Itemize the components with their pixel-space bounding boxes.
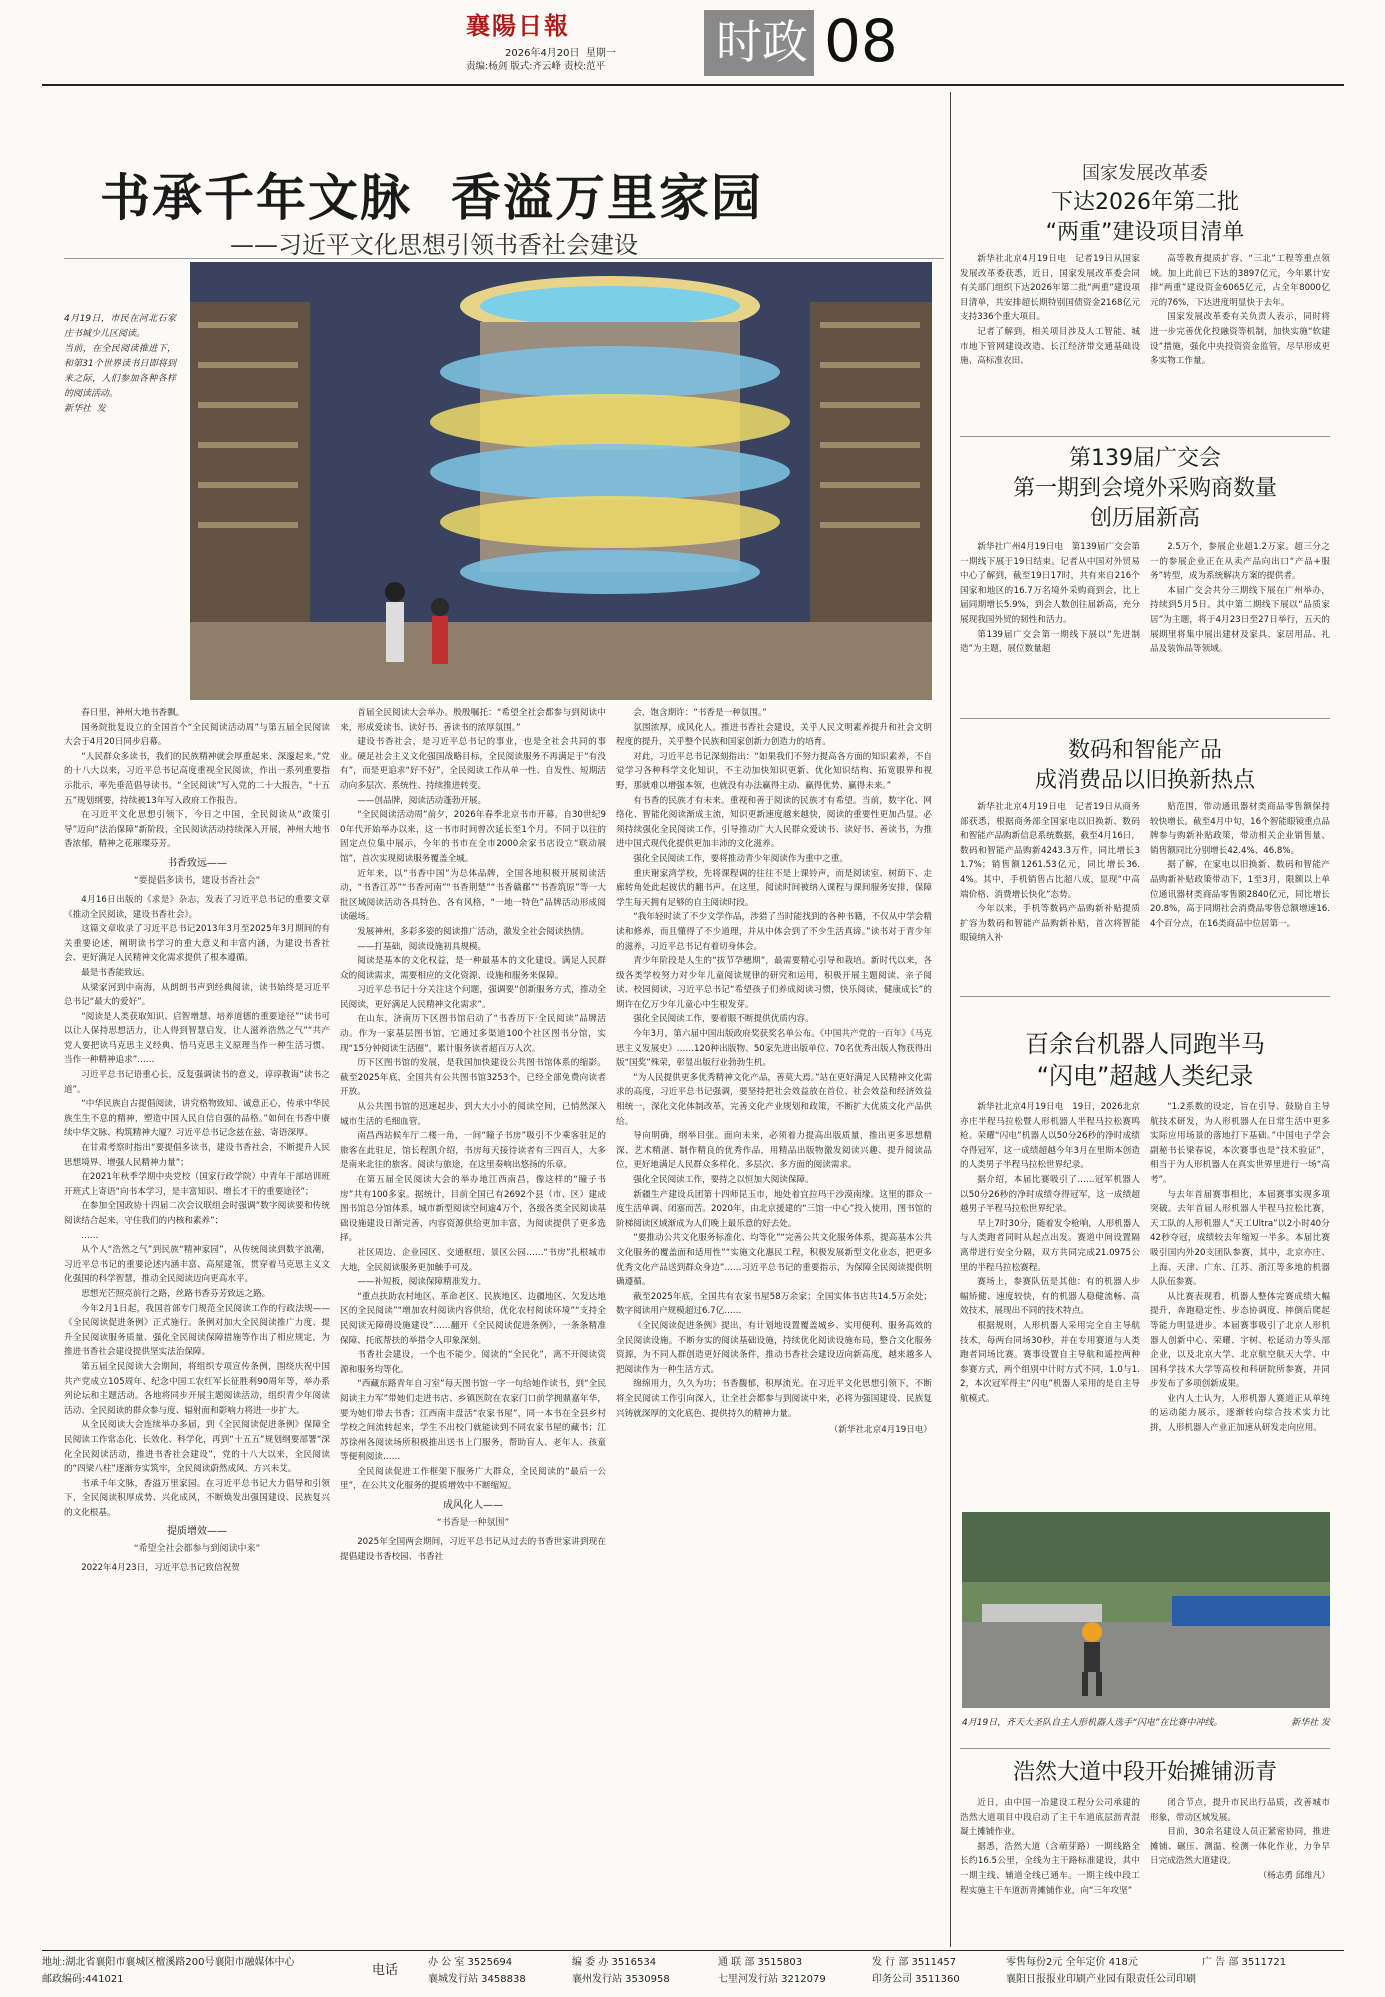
paragraph: …… [81,1230,99,1241]
paragraph: “我年轻时读了不少文学作品，涉猎了当时能找到的各种书籍，不仅从中学会精读和修养，而且懂得了不少道理，并从中体会到了不少生活真谛。”读书对于青少年的滋养，习近平总书记有着切身体会。 [616,912,932,952]
photo-caption: 4月19日，市民在河北石家庄书城少儿区阅读。 当前，在全民阅读推进下，和第31个世界读书日即将到来之际，人们参加各种各样的阅读活动。 新华社 发 [64,314,176,414]
paragraph: “为人民提供更多优秀精神文化产品，善莫大焉。”站在更好满足人民精神文化需求的高度，习近平总书记强调，要坚持把社会效益放在首位、社会效益和经济效益相统一，深化文化体制改革，完善文化产业规划和政策，不断扩大优质文化产品供给。 [616,1072,932,1127]
paragraph: 思想光芒照亮前行之路，丝路书香芬芳致远之路。 [81,1288,271,1299]
a3-column-a [960,800,1140,980]
paragraph: 社区周边、企业园区、交通枢纽、景区公园……“书房”扎根城市大地，全民阅读服务更加触手可及。 [340,1247,606,1273]
robot-race-illustration [962,1512,1330,1708]
a3-para-3: 贴范围，带动通讯器材类商品零售额保持较快增长。截至4月中旬，16个智能眼镜重点品牌参与购新补贴政策，带动相关企业销售量、销售额同比分别增长42.4%、46.8%。 [1150,802,1330,856]
a2-title-1: 第139届广交会 [1069,446,1221,471]
paragraph: 建设书香社会，是习近平总书记的事业，也是全社会共同的事业。硬足社会主义文化强国战略目标，全民阅读服务不再满足于“有没有”，而是更追求“好不好”，全民阅读工作从单一性、自发性、短期活动向多层次、系统性、持续推进转变。 [340,737,606,791]
issue-date [505,44,680,59]
a4-para-9: 业内人士认为，人形机器人赛道正从单纯的运动能力展示，逐渐转向综合技术实力比拼，人形机器人产业正加速从研发走向应用。 [1150,1393,1330,1434]
a1-para-2: 记者了解到，相关项目涉及人工智能、城市地下管网建设改造、长江经济带交通基础设施、高标准农田、 [960,326,1140,367]
footer-c6a: 广 告 部 3511721 [1202,1957,1287,1968]
bookstore-photo [190,262,932,700]
paragraph: 强化全民阅读工作，要着眼不断提供优质内容。 [633,1014,814,1025]
paragraph: 国务院批复设立的全国首个“全民阅读活动周”与第五届全民阅读大会于4月20日同步启幕。 [64,722,330,748]
paragraph: 阅读是基本的文化权益，是一种最基本的文化建设。满足人民群众的阅读需求，需要相应的文化资源、设施和服务来保障。 [340,956,606,981]
paragraph: 4月16日出版的《求是》杂志，发表了习近平总书记的重要文章《推动全民阅读，建设书香社会》。 [64,894,330,920]
paragraph: ——补短板，阅读保障精准发力。 [357,1277,487,1288]
a1-para-1: 新华社北京4月19日电 记者19日从国家发展改革委获悉，近日，国家发展改革委会同有关部门组织下达2026年第二批“两重”建设项目清单，共安排超长期特别国债资金2168亿元支持336个重大项目。 [960,254,1140,323]
a5-column-b [1150,1796,1330,1944]
footer-address: 地址:湖北省襄阳市襄城区檀溪路200号襄阳市融媒体中心 [42,1957,295,1968]
a1-column-a [960,252,1140,402]
paragraph: 在2021年秋季学期中央党校（国家行政学院）中青年干部培训班开班式上寄语“向书本学习，是丰富知识、增长才干的重要途径”； [64,1172,330,1197]
robot-race-photo [962,1512,1330,1708]
a4-para-7: 与去年首届赛事相比，本届赛事实现多项突破。去年首届人形机器人半程马拉松比赛，天工队的人形机器人“天工Ultra”以2小时40分42秒夺冠，成绩较去年缩短一半多。本届比赛吸引国内外20支团队参赛，其中，北京亦庄、上海、天津、广东、江苏、浙江等多地的机器人队伍参赛。 [1150,1189,1330,1288]
a1-para-4: 国家发展改革委有关负责人表示，同时将进一步完善优化投融资等机制，加快实施“软建设”措施，强化中央投资资金监管，尽早形成更多实物工作量。 [1150,312,1330,367]
lead-subheadline: ——习近平文化思想引领书香社会建设 [230,231,638,259]
a4-para-1: 新华社北京4月19日电 19日，2026北京亦庄半程马拉松暨人形机器人半程马拉松赛鸣枪。荣耀“闪电”机器人以50分26秒的净时成绩夺得冠军，这一成绩超越今年3月在里斯本创造的人类男子半程马拉松世界纪录。 [960,1102,1140,1171]
lead-column-1 [64,706,330,1938]
paragraph: “阅读是人类获取知识、启智增慧、培养道德的重要途径”“读书可以让人保持思想活力，让人得到智慧启发，让人滋养浩然之气”“共产党人要把读马克思主义经典、悟马克思主义原理当作一种生活习惯、当作一种精神追求”…… [64,1011,330,1066]
weekday-text: 星期一 [585,48,616,59]
paragraph: 春日里，神州大地书香飘。 [81,708,185,718]
a1-kicker: 国家发展改革委 [1082,163,1208,184]
paragraph: 青少年阶段是人生的“拔节孕穗期”，最需要精心引导和栽培。新时代以来，各级各类学校努力对少年儿童阅读规律的研究和运用，积极开展主题阅读、亲子阅读、校园阅读，习近平总书记“希望孩子们养成阅读习惯，快乐阅读，健康成长”的期许在亿万少年儿童心中生根发芽。 [616,956,932,1010]
a1-column-b [1150,252,1330,402]
paragraph: 从全民阅读大会连续举办多届，到《全民阅读促进条例》保障全民阅读工作常态化、长效化、科学化，再到“十五五”规划纲要部署“深化全民阅读活动，推进书香社会建设”，党的十八大以来，全民阅读的“四梁八柱”逐渐夯实筑牢，全民阅读蔚然成风、方兴未艾。 [64,1420,330,1475]
paragraph: ——打基础，阅读设施初具规模。 [357,941,487,952]
a2-column-a [960,540,1140,688]
footer-phone-label: 电话 [372,1963,399,1978]
lead-column-3 [616,706,932,1938]
a2-para-3: 2.5万个，参展企业超1.2万家。超三分之一的参展企业正在从卖产品向出口“产品+服务”转型，成为系统解决方案的提供者。 [1150,542,1330,582]
a4-column-b [1150,1100,1330,1508]
footer-c2a: 编 委 办 3516534 [572,1957,657,1968]
paragraph: 近年来，以“书香中国”为总体品牌，全国各地积极开展阅读活动，“书香江苏”“书香河南”“书香荆楚”“书香赣鄱”“书香筑原”等一大批区域阅读活动各具特色、各有风格，“一地一特色”品牌活动形成阅读磁场。 [340,868,606,923]
paragraph: 第五届全民阅读大会期间，将组织专项宣传条例，围绕庆祝中国共产党成立105周年、纪念中国工农红军长征胜利90周年等，举办系列论坛和主题活动。各地将同步开展主题阅读活动，组织青少年阅读活动、全民阅读的群众参与度、辐射面和影响力将进一步扩大。 [64,1361,330,1416]
paragraph: 今年3月，第六届中国出版政府奖获奖名单公布。《中国共产党的一百年》《马克思主义发展史》……120种出版物、50家先进出版单位、70名优秀出版人物获得出版“国奖”殊荣，彰显出版行业勃勃生机。 [616,1029,932,1069]
paragraph: 在第五届全民阅读大会的举办地江西南昌，像这样的“瞳子书房”共有100多家。据统计，目前全国已有2692个县（市、区）建成图书馆总分馆体系，城市新型阅读空间逾4万个，各级各类全民阅读基础设施建设日渐完善，内容资源供给更加丰富，为阅读提供了更多选择。 [340,1175,606,1244]
paragraph: 绵绵用力，久久为功；书香馥郁，积厚流光。在习近平文化思想引领下，不断将全民阅读工作引向深入，让全社会都参与到阅读中来，必将为强国建设、民族复兴铸就深厚的文化底色、提供持久的精神力量。 [616,1379,932,1419]
a4-para-4: 赛场上，参赛队伍是其他：有的机器人步幅矫健、速度较快，有的机器人稳健流畅、高效技术，展现出不同的技术特点。 [960,1277,1140,1317]
dateline-end: （新华社北京4月19日电） [829,1425,932,1436]
a1-rule [960,436,1330,437]
footer-c5b: 襄阳日报报业印刷产业园有限责任公司印刷 [1006,1974,1196,1985]
a1-title-2: “两重”建设项目清单 [1045,220,1245,245]
a4-title-2: “闪电”超越人类纪录 [1036,1062,1254,1090]
robot-photo-caption [962,1716,1330,1730]
footer-postcode: 邮政编码:441021 [42,1974,124,1985]
a2-para-2: 第139届广交会第一期线下展以“先进制造”为主题，展位数量超 [960,629,1140,655]
newspaper-logo: 襄陽日報 [466,11,570,40]
a3-title-1: 数码和智能产品 [1067,738,1222,763]
paragraph: 在甘肃考察时指出“要提倡多读书，建设书香社会，不断提升人民思想境界、增强人民精神力量”； [64,1143,330,1168]
a4-title-1: 百余台机器人同跑半马 [1025,1030,1265,1058]
paragraph: 首届全民阅读大会举办。殷殷嘱托：“希望全社会都参与到阅读中来，形成爱读书、读好书、善读书的浓厚氛围。” [340,708,606,733]
a2-title-2: 第一期到会境外采购商数量 [1012,476,1277,501]
a4-para-3: 早上7时30分，随着发令枪响，人形机器人与人类跑者同时从起点出发。赛道中间设置隔离带进行安全分隔，双方共同完成21.0975公里的半程马拉松赛程。 [960,1218,1140,1273]
footer-c1a: 办 公 室 3525694 [428,1957,513,1968]
footer-c3a: 通 联 部 3515803 [718,1957,803,1968]
a5-para-3: 闭合节点，提升市民出行品质，改善城市形象，带动区域发展。 [1150,1798,1330,1823]
paragraph: 对此，习近平总书记深刻指出：“如果我们不努力提高各方面的知识素养，不自觉学习各种科学文化知识，不主动加快知识更新、优化知识结构、拓宽眼界和视野，那就难以增强本领，也就没有办法赢得主动、赢得优势、赢得未来。” [616,751,932,791]
a3-rule [960,996,1330,997]
lead-rule-top [64,258,944,259]
a4-rule [960,1748,1330,1749]
a3-title-2: 成消费品以旧换新热点 [1034,768,1255,793]
paragraph: “西藏东路青年自习室”每天图书馆一字一句给她作读书，到“全民阅读主力军”带她们走进书店、乡镇医院在农家门口前学拥鼎嘉年华，要为她们带去书香；江西南丰盘活“农家书屋”，同一本书在全县乡村学校之间流转起来，学生不出校门就能读到不同农家书屋的藏书；江苏徐州各阅读场所积极推出送书上门服务，帮助盲人、老年人、孩童等便利阅读…… [340,1379,606,1463]
paragraph: 今年2月1日起，我国首部专门规范全民阅读工作的行政法规——《全民阅读促进条例》正式施行。条例对加大全民阅读推广力度、提升全民阅读服务质量、强化全民阅读保障措施等作出了相应规定，为推进书香社会建设提供坚实法治保障。 [64,1303,330,1358]
paragraph: 截至2025年底，全国共有农家书屋58万余家；全国实体书店共14.5万余处；数字阅读用户规模超过6.7亿…… [616,1291,932,1317]
section-heading-2: 提质增效—— [167,1526,227,1538]
paragraph: 有书香的民族才有未来。重视和善于阅读的民族才有希望。当前，数字化、网络化、智能化阅读渐成主流，知识更新速度越来越快，阅读的重要性更加凸显。必须持续强化全民阅读工作，引导推动广大人民群众爱读书、读好书、善读书，为推进中国式现代化提供更加丰沛的文化滋养。 [616,795,932,850]
a2-title-3: 创历届新高 [1089,506,1200,531]
a1-para-3: 高等教育提质扩容、“三北”工程等重点领域。加上此前已下达的3897亿元，今年累计安排“两重”建设资金6065亿元，占全年8000亿元的76%，下达进度明显快于去年。 [1150,254,1330,308]
paragraph: 历下区图书馆的发展，是我国加快建设公共图书馆体系的缩影。截至2025年底，全国共有公共图书馆3253个，已经全部免费向读者开放。 [340,1058,606,1098]
section-heading-1: 书香致远—— [167,857,227,869]
a3-para-4: 据了解，在家电以旧换新、数码和智能产品购新补贴政策带动下，1至3月，限额以上单位通讯器材类商品零售额2840亿元，同比增长20.8%，高于同期社会消费品零售总额增速16.4个百分点，在16类商品中位居第一。 [1150,860,1330,929]
paragraph: 《全民阅读促进条例》提出，有计划地设置覆盖城乡、实用便利、服务高效的全民阅读设施。不断夯实的阅读基础设施，持续优化阅读设施布局，整合文化服务资源，为不同人群创造更好阅读条件，推动书香社会建设迈向新高度，越来越多人把阅读作为一种生活方式。 [616,1320,932,1375]
paragraph: 书香社会建设，一个也不能少。阅读的“全民化”，离不开阅读资源和服务均等化。 [340,1350,606,1375]
a1-title-1: 下达2026年第二批 [1051,190,1239,215]
paragraph: 从公共图书馆的迅速起步，到大大小小的阅读空间，已悄然深入城市生活的毛细血管。 [340,1102,606,1127]
editors-line: 责编:杨剑 版式:齐云峰 责校:范平 [466,61,606,72]
a3-para-1: 新华社北京4月19日电 记者19日从商务部获悉，根据商务部全国家电以旧换新、数码和智能产品购新信息系统数据，截至4月16日，数码和智能产品购新4243.3万件，同比增长31.7%；销售额1261.53亿元，同比增长36.4%。其中，手机销售占比超八成，显现“中高端价格、消费增长快化”态势。 [960,802,1140,900]
footer-c3b: 七里河发行站 3212079 [718,1974,826,1985]
a3-column-b [1150,800,1330,980]
a5-column-a [960,1796,1140,1944]
a2-para-4: 本届广交会共分三期线下展在广州举办，持续到5月5日。其中第二期线下展以“品质家居”为主题，将于4月23日至27日举行，五天的展期里将集中展出建材及家具、家居用品、礼品及装饰品等领域。 [1150,585,1330,655]
paragraph: 2022年4月23日，习近平总书记致信祝贺 [81,1563,240,1574]
robot-caption-credit: 新华社 发 [1291,1718,1330,1728]
footer-c5a: 零售每份2元 全年定价 418元 [1006,1957,1138,1968]
a3-para-2: 今年以来，手机等数码产品购新补贴提质扩容为数码和智能产品购新补贴，首次将智能眼镜纳入补 [960,904,1140,944]
a4-column-a [960,1100,1140,1508]
column-divider [950,92,951,1947]
paragraph: 习近平总书记十分关注这个问题，强调要“创新服务方式，推动全民阅读，更好满足人民精神文化需求”。 [340,985,606,1010]
a4-para-6: “1.2系数的设定，旨在引导、鼓励自主导航技术研发，为人形机器人在日常生活中更多实际应用场景的落地打下基础。”中国电子学会副秘书长梁春说，本次赛事也是“技术验证”，相当于为人形机器人在真实世界里进行一场“高考”。 [1150,1102,1330,1185]
date-text: 2026年4月20日 [505,48,580,59]
lead-headline: 书承千年文脉 香溢万里家园 [100,169,763,227]
section-heading-3: 成风化人—— [443,1500,503,1512]
a4-para-2: 据介绍，本届比赛吸引了……冠军机器人以50分26秒的净时成绩夺得冠军，这一成绩超越男子半程马拉松世界纪录。 [960,1174,1140,1215]
footer-c4b: 印务公司 3511360 [872,1974,960,1985]
paragraph: 全民阅读促进工作框架下服务广大群众，全民阅读的“最后一公里”，在公共文化服务的提质增效中不断缩短。 [340,1466,606,1492]
section-name: 时政 [716,15,808,69]
a2-rule [960,718,1330,719]
paragraph: “中华民族自古提倡阅读，讲究格物致知、诚意正心，传承中华民族生生不息的精神，塑造中国人民自信自强的品格。”如何在书香中赓续中华文脉、构筑精神大厦？习近平总书记念兹在兹、寄语深厚。 [64,1099,330,1139]
paragraph: 从梁家河到中南海，从朗朗书声到经典阅读，读书始终是习近平总书记“最大的爱好”。 [64,982,330,1008]
paragraph: 重庆谢家湾学校，先将课程调的往往不是上课铃声，而是阅读室、树荫下、走廊转角处此起彼伏的翻书声。在这里，阅读时间被纳入课程与课间服务安排，保障学生每天拥有足够的自主阅读时段。 [616,868,932,908]
paragraph: 氛围浓厚，成风化人。推进书香社会建设，关乎人民文明素养提升和社会文明程度的提升，关乎整个民族和国家创新力创造力的培育。 [616,722,932,748]
section-subheading-3: “书香是一种氛围” [436,1518,510,1529]
paragraph: 在参加全国政协十四届二次会议联组会时强调“数字阅读要和传统阅读结合起来，守住我们的内核和素养”； [64,1201,330,1226]
a5-para-2: 据悉，浩然大道（含萌芽路）一期线路全长约16.5公里，全线为主干路标准建设，其中一期主线、辅道全线已通车。一期主线中段工程实施主干车道沥青摊铺作业，向“三年攻坚” [960,1841,1140,1896]
page-number: 08 [824,7,898,75]
footer-c2b: 襄州发行站 3530958 [572,1974,670,1985]
paragraph: 新疆生产建设兵团第十四师昆玉市，地处着宜拉玛干沙漠南缘。这里的群众一度生活单调、闭塞而苦。2020年，由北京援建的“三馆一中心”投入使用，图书馆的阶梯阅读区域渐成为人们晚上最乐意的好去处。 [616,1189,932,1229]
paragraph: ——创品牌，阅读活动蓬勃开展。 [357,795,487,806]
footer-rule [42,1950,1344,1951]
paragraph: 会，饱含期许：“书香是一种氛围。” [633,708,767,718]
paragraph: 强化全民阅读工作，要将推动青少年阅读作为重中之重。 [633,853,849,864]
paragraph: 导向明确，纲举目张。面向未来，必须着力提高出版质量，推出更多思想精深、艺术精湛、制作精良的优秀作品，用精品出版物激发阅读兴趣、提升阅读品位，更好地满足人民群众多样化、多层次、多方面的阅读需求。 [616,1131,932,1171]
a4-para-5: 根据规则，人形机器人采用完全自主导航技术，每两台同场30秒，并在专用赛道与人类跑者同场比赛。赛事设置自主导航和遥控两种参赛方式，两个组别中计时方式不同，1.0与1.2，本次冠军得主“闪电”机器人采用的是自主导航模式。 [960,1320,1140,1404]
footer-c4a: 发 行 部 3511457 [872,1957,957,1968]
paragraph: 书承千年文脉，香溢万里家园。在习近平总书记大力倡导和引领下，全民阅读积厚成势、兴化成风，不断焕发出强国建设、民族复兴的文化根基。 [64,1478,330,1518]
robot-caption-text: 4月19日，齐天大圣队自主人形机器人选手“闪电”在比赛中冲线。 [962,1718,1223,1728]
paragraph: “要推动公共文化服务标准化、均等化”“完善公共文化服务体系，提高基本公共文化服务的覆盖面和适用性”“实施文化惠民工程，积极发展新型文化业态，把更多优秀文化产品送到群众身边”……习近平总书记的重要指示，为保障全民阅读提供明确遵循。 [616,1233,932,1288]
a2-column-b [1150,540,1330,688]
a5-credit: （杨志勇 邱维凡） [1258,1870,1330,1881]
a5-para-1: 近日，由中国一冶建设工程分公司承建的浩然大道项目中段启动了主干车道底层沥青混凝土摊铺作业。 [960,1798,1140,1838]
a5-title: 浩然大道中段开始摊铺沥青 [1012,1760,1277,1785]
a5-para-4: 目前，30余名建设人员正紧密协同，推进摊铺、碾压、测温、检测一体化作业，力争早日完成浩然大道建设。 [1150,1827,1330,1867]
paragraph: 强化全民阅读工作，要持之以恒加大阅读保障。 [633,1175,814,1185]
paragraph: 南昌西站候车厅二楼一角，一间“瞳子书房”吸引不少乘客驻足的旅客在此驻足，馆长程凯介绍，书房每天接待读者有三四百人，大多是南来北往的旅客。阅读与旅途，在这里奏响出悠扬的乐章。 [340,1131,606,1171]
paragraph: “全民阅读活动周”前夕，2026年春季北京书市开幕。自30世纪90年代开始举办以来，这一书市时间曾次延长至1个月。不同于以往的固定点位集中展示，今年的书市在全市2000余家书店设立“联动展馆”，首次实现阅读服务覆盖全城。 [340,810,606,864]
masthead-rule [42,84,1344,86]
paragraph: 这篇文章收录了习近平总书记2013年3月至2025年3月期间的有关重要论述，阐明读书学习的重大意义和丰富内涵，为建设书香社会、更好满足人民精神文化需求提供了根本遵循。 [64,924,330,964]
paragraph: 2025年全国两会期间，习近平总书记从过去的书香世家讲到现在提倡建设书香校园、书香社 [340,1537,606,1562]
paragraph: 发展神州，多彩多姿的阅读推广活动，激发全社会阅读热情。 [357,926,590,937]
paragraph: 在习近平文化思想引领下，今日之中国，全民阅读从“政策引导”迈向“法治保障”新阶段，全民阅读活动持续深入开展，神州大地书香浓郁，精神之花璀璨芬芳。 [64,810,330,850]
lead-column-2 [340,706,606,1938]
paragraph: 从个人“浩然之气”到民族“精神家园”，从传统阅读到数字浪潮，习近平总书记的重要论述内涵丰富、高屋建瓴，贯穿着马克思主义文化强国的科学智慧，推动全民阅读迈向更高水平。 [64,1245,330,1285]
paragraph: 习近平总书记语重心长，反复强调读书的意义，谆谆教诲“读书之道”。 [64,1070,330,1095]
footer [42,1954,1344,1992]
a4-para-8: 从比赛表现看，机器人整体完赛成绩大幅提升，奔跑稳定性、步态协调度、摔倒后爬起等能力明显进步。本届赛事吸引了北京人形机器人创新中心、荣耀、宇树、松延动力等头部企业，以及北京大学、北京航空航天大学、中国科学技术大学等高校和科研院所参赛，并同步发布了多项创新成果。 [1150,1291,1330,1390]
paragraph: 最是书香能致远。 [81,967,150,978]
paragraph: “重点扶助农村地区、革命老区、民族地区、边疆地区、欠发达地区的全民阅读”“增加农村阅读内容供给，优化农村阅读环境”“支持全民阅读无障碍设施建设”……翻开《全民阅读促进条例》，一条条精准保障、托底帮扶的举措令人印象深刻。 [340,1291,606,1346]
paragraph: 在山东，济南历下区图书馆启动了“书香历下·全民阅读”品牌活动。作为一家基层图书馆，它通过多渠道100个社区图书分馆，实现“15分钟阅读生活圈”，累计服务读者超百万人次。 [340,1014,606,1054]
paragraph: “人民群众多读书，我们的民族精神就会厚重起来、深邃起来。”党的十八大以来，习近平总书记高度重视全民阅读，作出一系列重要指示批示，率先垂范倡导读书。“全民阅读”写入党的二十大报告，“十五五”规划纲要，持续被13年写入政府工作报告。 [64,751,330,806]
section-subheading-1: “要提倡多读书，建设书香社会” [133,875,261,886]
bookstore-illustration [190,262,932,700]
section-subheading-2: “希望全社会都参与到阅读中来” [133,1544,261,1555]
a2-para-1: 新华社广州4月19日电 第139届广交会第一期线下展于19日结束。记者从中国对外贸易中心了解到，截至19日17时，共有来自216个国家和地区的16.7万名境外采购商到会，比上届同期增长5.9%，到会人数创往届新高，充分展现我国外贸的韧性和活力。 [960,542,1140,625]
footer-c1b: 襄城发行站 3458838 [428,1974,526,1985]
